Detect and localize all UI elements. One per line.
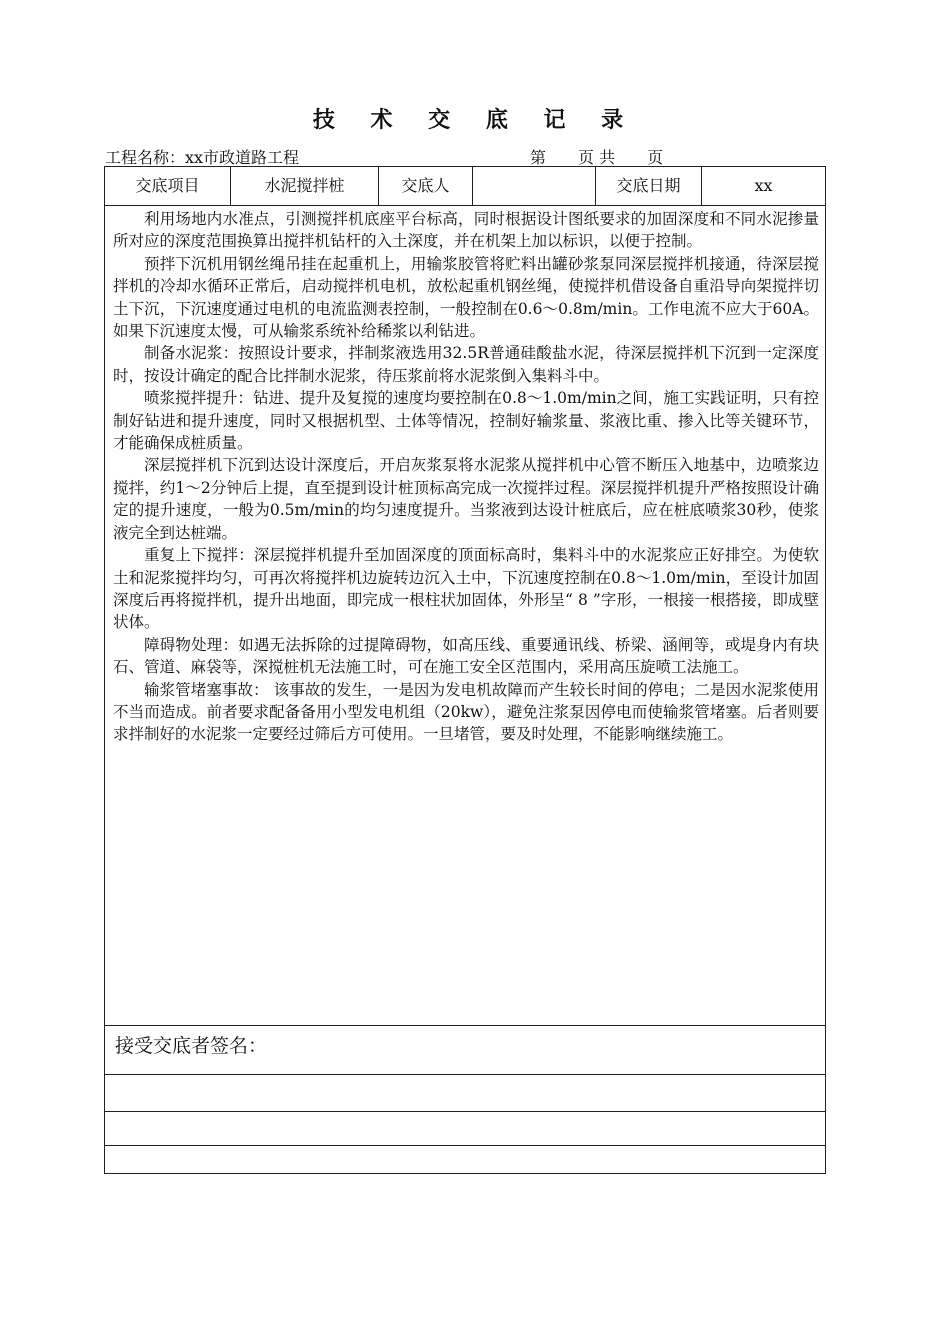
divider	[105, 1145, 825, 1146]
paragraph: 重复上下搅拌：深层搅拌机提升至加固深度的顶面标高时，集料斗中的水泥浆应正好排空。为使软土和泥浆搅拌均匀，可再次将搅拌机边旋转边沉入土中，下沉速度控制在0.8～1.0m/min，至设计加固深度后再将搅拌机，提升出地面，即完成一根柱状加固体，外形呈“ 8 ”字形，一根接一根搭接，即成壁状体。	[113, 546, 819, 632]
page-number: 第 页 共 页	[530, 148, 664, 167]
paragraph: 障碍物处理：如遇无法拆除的过提障碍物，如高压线、重要通讯线、桥梁、涵闸等，或堤身内有块石、管道、麻袋等，深搅桩机无法施工时，可在施工安全区范围内，采用高压旋喷工法施工。	[113, 635, 819, 677]
body-text	[113, 208, 819, 746]
meta-row	[105, 145, 827, 167]
paragraph: 喷浆搅拌提升：钻进、提升及复搅的速度均要控制在0.8～1.0m/min之间，施工实践证明，只有控制好钻进和提升速度，同时又根据机型、土体等情况，控制好输浆量、浆液比重、掺入比等关键环节，才能确保成桩质量。	[113, 389, 819, 453]
person-label: 交底人	[379, 167, 473, 205]
date-value: xx	[754, 176, 773, 195]
signature-row	[105, 1025, 825, 1075]
project-name: 工程名称：xx市政道路工程	[105, 148, 300, 167]
item-label: 交底项目	[105, 167, 231, 205]
signature-label: 接受交底者签名：	[115, 1035, 268, 1057]
document-title: 技 术 交 底 记 录	[312, 107, 638, 133]
paragraph: 输浆管堵塞事故： 该事故的发生，一是因为发电机故障而产生较长时间的停电；二是因水泥浆使用不当而造成。前者要求配备备用小型发电机组（20kw），避免注浆泵因停电而使输浆管堵塞。后者则要求拌制好的水泥浆一定要经过筛后方可使用。一旦堵管，要及时处理，不能影响继续施工。	[113, 680, 819, 744]
paragraph: 预拌下沉机用钢丝绳吊挂在起重机上，用输浆胶管将贮料出罐砂浆泵同深层搅拌机接通，待深层搅拌机的冷却水循环正常后，启动搅拌机电机，放松起重机钢丝绳，使搅拌机借设备自重沿导向架搅拌切土下沉，下沉速度通过电机的电流监测表控制，一般控制在0.6～0.8m/min。工作电流不应大于60A。如果下沉速度太慢，可从输浆系统补给稀浆以利钻进。	[113, 254, 819, 341]
paragraph: 深层搅拌机下沉到达设计深度后，开启灰浆泵将水泥浆从搅拌机中心管不断压入地基中，边喷浆边搅拌，约1～2分钟后上提，直至提到设计桩顶标高完成一次搅拌过程。深层搅拌机提升严格按照设计确定的提升速度，一般为0.5m/min的均匀速度提升。当浆液到达设计桩底后，应在桩底喷浆30秒，使浆液完全到达桩端。	[113, 456, 819, 542]
item-value: 水泥搅拌桩	[231, 167, 379, 205]
person-value	[473, 167, 596, 205]
paragraph: 利用场地内水准点，引测搅拌机底座平台标高，同时根据设计图纸要求的加固深度和不同水泥掺量所对应的深度范围换算出搅拌机钻杆的入土深度，并在机架上加以标识，以便于控制。	[113, 210, 819, 251]
header-row	[105, 167, 825, 206]
paragraph: 制备水泥浆：按照设计要求，拌制浆液选用32.5R普通硅酸盐水泥，待深层搅拌机下沉到一定深度时，按设计确定的配合比拌制水泥浆，待压浆前将水泥浆倒入集料斗中。	[113, 344, 819, 385]
date-label: 交底日期	[596, 167, 702, 205]
divider	[105, 1111, 825, 1112]
record-sheet	[104, 166, 826, 1174]
